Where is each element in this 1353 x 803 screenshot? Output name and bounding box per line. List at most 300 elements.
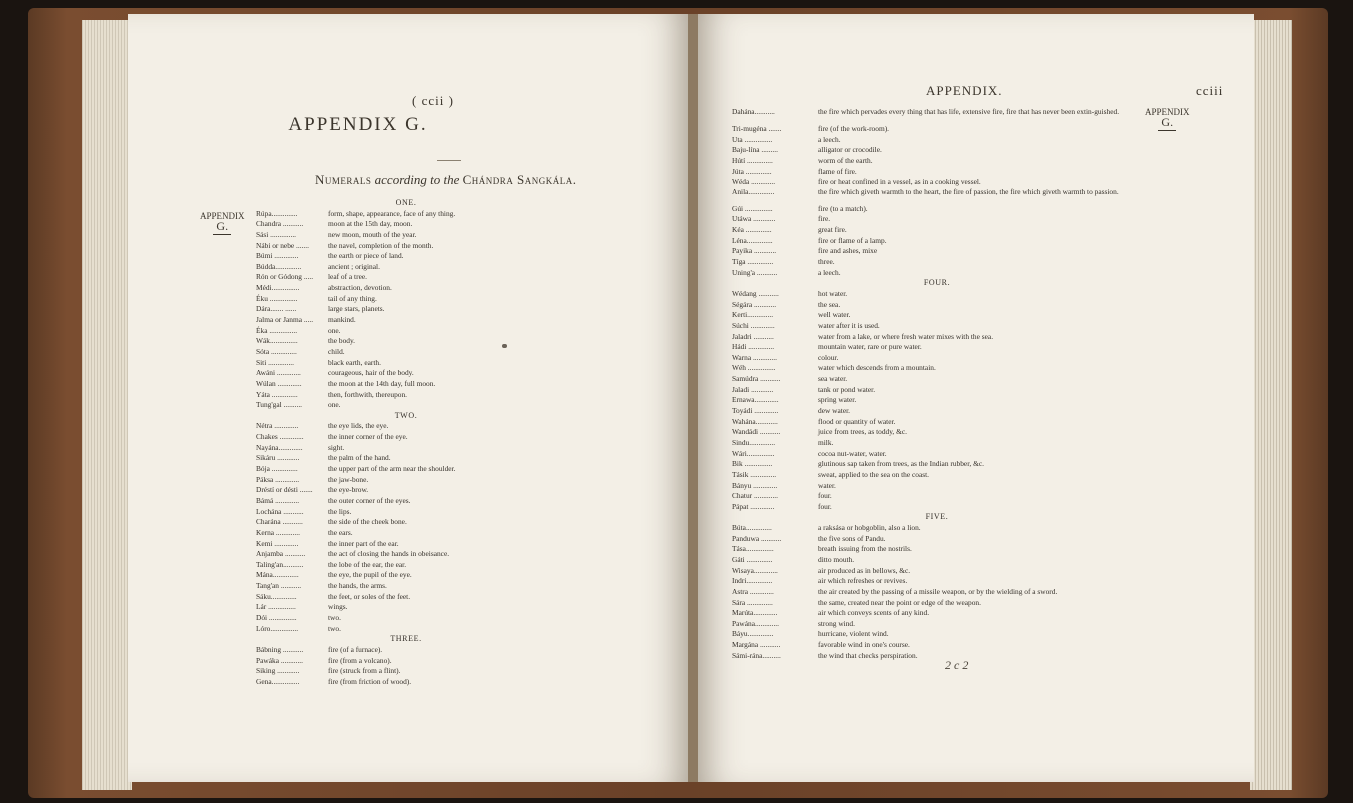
entry-definition: black earth, earth. (328, 357, 381, 367)
entry-definition: one. (328, 400, 341, 410)
entry-row (732, 156, 1142, 167)
entry-row (732, 374, 1142, 385)
entry-definition: worm of the earth. (818, 155, 873, 165)
entry-row (256, 645, 556, 656)
entry-term: Uta ............... (732, 134, 773, 144)
entry-row (256, 432, 556, 443)
entry-term: Hádi .............. (732, 342, 775, 352)
subtitle-chandra: Chándra Sangkála. (462, 172, 577, 187)
entry-definition: two. (328, 623, 341, 633)
entry-definition: the navel, completion of the month. (328, 240, 434, 250)
entry-term: Rúpa.............. (256, 208, 298, 218)
entry-definition: flood or quantity of water. (818, 416, 896, 426)
entry-row (732, 544, 1142, 555)
entry-definition: the air created by the passing of a missile weapon, or by the wielding of a sword. (818, 586, 1058, 596)
left-entry-list (256, 198, 556, 687)
entry-term: Kéa .............. (732, 225, 772, 235)
entry-row (732, 363, 1142, 374)
appendix-title: APPENDIX G. (288, 114, 428, 135)
entry-row (732, 598, 1142, 609)
entry-row (732, 619, 1142, 630)
entry-term: Súchi ............. (732, 320, 775, 330)
entry-definition: water which descends from a mountain. (818, 363, 936, 373)
entry-row (732, 124, 1142, 135)
entry-row (256, 549, 556, 560)
entry-row (732, 204, 1142, 215)
entry-definition: new moon, mouth of the year. (328, 229, 417, 239)
entry-row (732, 353, 1142, 364)
book-gutter (688, 14, 698, 782)
entry-definition: spring water. (818, 395, 857, 405)
entry-row (256, 230, 556, 241)
entry-definition: the ears. (328, 527, 353, 537)
section-heading (732, 512, 1142, 523)
entry-row (732, 188, 1142, 204)
entry-term: Kerti.............. (732, 310, 774, 320)
side-label-g: G. (216, 219, 229, 233)
entry-row (256, 666, 556, 677)
entry-definition: the same, created near the point or edge of the weapon. (818, 597, 981, 607)
entry-term: Utáwa ............ (732, 214, 776, 224)
entry-row (732, 310, 1142, 321)
entry-definition: cocoa nut-water, water. (818, 448, 887, 458)
entry-row (256, 613, 556, 624)
entry-row (256, 453, 556, 464)
entry-definition: milk. (818, 437, 834, 447)
entry-row (256, 496, 556, 507)
entry-row (256, 379, 556, 390)
entry-term: Siking ............ (256, 666, 300, 676)
entry-term: Wúlan ............. (256, 378, 302, 388)
entry-row (732, 135, 1142, 146)
entry-term: Dréstí or désti ....... (256, 485, 313, 495)
section-heading-text: THREE. (390, 634, 422, 644)
entry-definition: two. (328, 612, 341, 622)
entry-definition: abstraction, devotion. (328, 283, 392, 293)
entry-term: Hútí .............. (732, 155, 773, 165)
entry-row (256, 283, 556, 294)
entry-row (732, 587, 1142, 598)
right-entry-list (732, 108, 1142, 661)
entry-row (256, 315, 556, 326)
entry-term: Lóro............... (256, 623, 299, 633)
entry-definition: fire or heat confined in a vessel, as in a cooking vessel. (818, 177, 981, 187)
entry-definition: the five sons of Pandu. (818, 533, 886, 543)
right-side-label (1145, 107, 1190, 131)
entry-definition: fire or flame of a lamp. (818, 235, 887, 245)
entry-definition: flame of fire. (818, 166, 857, 176)
entry-definition: a leech. (818, 134, 841, 144)
entry-row (256, 528, 556, 539)
entry-row (732, 167, 1142, 178)
entry-definition: the hands, the arms. (328, 581, 387, 591)
section-heading-text: TWO. (394, 410, 418, 420)
entry-term: Bámá ............. (256, 495, 300, 505)
entry-definition: ditto mouth. (818, 554, 855, 564)
entry-definition: breath issuing from the nostrils. (818, 544, 912, 554)
entry-term: Payika ............ (732, 246, 777, 256)
entry-definition: air produced as in bellows, &c. (818, 565, 911, 575)
entry-term: Awáni ............. (256, 368, 301, 378)
side-label-appendix: APPENDIX (1145, 107, 1190, 117)
entry-term: Taling'an........... (256, 559, 304, 569)
entry-term: Dói ............... (256, 612, 297, 622)
entry-row (732, 246, 1142, 257)
side-label-g: G. (1161, 115, 1174, 129)
entry-definition: mountain water, rare or pure water. (818, 342, 922, 352)
entry-row (256, 358, 556, 369)
entry-row (256, 347, 556, 358)
entry-definition: the lobe of the ear, the ear. (328, 559, 407, 569)
entry-row (256, 624, 556, 635)
entry-row (256, 326, 556, 337)
section-heading (256, 411, 556, 422)
entry-row (732, 629, 1142, 640)
entry-term: Mána.............. (256, 570, 299, 580)
entry-term: Lochána ........... (256, 506, 304, 516)
entry-row (256, 304, 556, 315)
ink-smudge (502, 344, 507, 348)
entry-row (256, 336, 556, 347)
entry-term: Yáta .............. (256, 389, 298, 399)
entry-term: Astra ............. (732, 586, 774, 596)
entry-row (732, 417, 1142, 428)
entry-term: Chatur ............. (732, 491, 778, 501)
entry-definition: large stars, planets. (328, 304, 385, 314)
entry-term: Margána ........... (732, 640, 781, 650)
entry-term: Éku ............... (256, 293, 298, 303)
entry-term: Médi............... (256, 283, 300, 293)
entry-row (732, 576, 1142, 587)
section-heading-text: FIVE. (925, 512, 949, 522)
entry-row (256, 241, 556, 252)
entry-definition: the jaw-bone. (328, 474, 369, 484)
entry-term: Charána ........... (256, 517, 303, 527)
entry-definition: fire (struck from a flint). (328, 666, 401, 676)
entry-row (256, 602, 556, 613)
entry-term: Tung'gal .......... (256, 400, 303, 410)
entry-row (732, 342, 1142, 353)
entry-definition: the eye, the pupil of the eye. (328, 570, 412, 580)
entry-row (256, 677, 556, 688)
entry-definition: fire (from friction of wood). (328, 676, 412, 686)
entry-row (256, 368, 556, 379)
entry-definition: fire. (818, 214, 831, 224)
entry-term: Nayána............. (256, 442, 303, 452)
entry-term: Toyádi ............. (732, 406, 779, 416)
entry-row (732, 481, 1142, 492)
entry-definition: the inner part of the ear. (328, 538, 399, 548)
entry-term: Bik ............... (732, 459, 773, 469)
entry-row (732, 225, 1142, 236)
entry-definition: courageous, hair of the body. (328, 368, 414, 378)
left-page-number: ( ccii ) (412, 93, 454, 108)
entry-term: Sikáru ............ (256, 453, 300, 463)
section-heading-text: FOUR. (923, 278, 951, 288)
entry-term: Wahána............ (732, 416, 778, 426)
entry-definition: form, shape, appearance, face of any thing. (328, 208, 456, 218)
entry-definition: the moon at the 14th day, full moon. (328, 378, 436, 388)
entry-definition: the lips. (328, 506, 352, 516)
entry-row (256, 581, 556, 592)
running-head: APPENDIX. (926, 83, 1003, 98)
entry-term: Sási .............. (256, 229, 297, 239)
entry-term: Warna ............. (732, 352, 777, 362)
entry-definition: fire and ashes, mixe (818, 246, 878, 256)
right-page-number: cciii (1196, 83, 1224, 98)
entry-definition: alligator or crocodile. (818, 145, 882, 155)
entry-term: Pawána............. (732, 618, 780, 628)
entry-row (732, 555, 1142, 566)
entry-row (732, 289, 1142, 300)
subtitle-according: according to the (374, 172, 460, 187)
entry-definition: the outer corner of the eyes. (328, 495, 411, 505)
entry-row (732, 438, 1142, 449)
entry-term: Bányu ............. (732, 480, 778, 490)
entry-definition: the side of the cheek bone. (328, 517, 407, 527)
entry-definition: tank or pond water. (818, 384, 876, 394)
entry-definition: colour. (818, 352, 839, 362)
entry-definition: a leech. (818, 267, 841, 277)
entry-row (256, 443, 556, 454)
side-label-appendix: APPENDIX (200, 211, 245, 221)
entry-row (256, 421, 556, 432)
entry-row (732, 502, 1142, 513)
entry-definition: three. (818, 257, 835, 267)
signature-mark: 2 c 2 (945, 658, 969, 672)
entry-row (732, 651, 1142, 662)
entry-term: Jaladri ........... (732, 331, 774, 341)
entry-row (732, 566, 1142, 577)
entry-definition: leaf of a tree. (328, 272, 367, 282)
section-heading (256, 634, 556, 645)
entry-term: Jalma or Janma ..... (256, 315, 314, 325)
entry-term: Báyu.............. (732, 629, 774, 639)
entry-term: Gáti .............. (732, 554, 773, 564)
entry-definition: strong wind. (818, 618, 855, 628)
entry-definition: water after it is used. (818, 320, 880, 330)
entry-definition: the feet, or soles of the feet. (328, 591, 411, 601)
title-rule (437, 160, 461, 161)
entry-term: Tásik .............. (732, 469, 777, 479)
entry-term: Wisaya............. (732, 565, 778, 575)
entry-row (732, 449, 1142, 460)
entry-definition: the fire which giveth warmth to the heart, the fire of passion, the fire which giveth warmth to passion. (818, 186, 1119, 196)
entry-definition: fire (from a volcano). (328, 655, 392, 665)
entry-term: Sámi-rána.......... (732, 650, 781, 660)
entry-term: Nábi or nebe ....... (256, 240, 309, 250)
entry-term: Sára .............. (732, 597, 773, 607)
entry-row (732, 257, 1142, 268)
entry-row (732, 523, 1142, 534)
entry-row (256, 464, 556, 475)
entry-definition: water. (818, 480, 836, 490)
entry-definition: air which conveys scents of any kind. (818, 608, 930, 618)
entry-term: Tíga .............. (732, 257, 774, 267)
entry-term: Nétra ............. (256, 421, 299, 431)
entry-row (732, 321, 1142, 332)
entry-term: Wéh ............... (732, 363, 776, 373)
entry-term: Ernawa............. (732, 395, 779, 405)
entry-term: Júta .............. (732, 166, 772, 176)
page-edges-left (82, 20, 132, 790)
entry-term: Bója .............. (256, 464, 298, 474)
entry-definition: well water. (818, 310, 851, 320)
entry-term: Pawáka ............ (256, 655, 304, 665)
entry-definition: favorable wind in one's course. (818, 640, 910, 650)
entry-row (256, 539, 556, 550)
entry-row (732, 332, 1142, 343)
entry-definition: the palm of the hand. (328, 453, 391, 463)
entry-definition: fire (of a furnace). (328, 644, 383, 654)
entry-row (732, 236, 1142, 247)
entry-term: Kemi ............. (256, 538, 299, 548)
table-subtitle (315, 172, 577, 188)
entry-definition: sea water. (818, 374, 848, 384)
entry-term: Dára....... ...... (256, 304, 297, 314)
entry-term: Lár ............... (256, 602, 296, 612)
entry-definition: the wind that checks perspiration. (818, 650, 918, 660)
entry-term: Indri.............. (732, 576, 773, 586)
entry-definition: the earth or piece of land. (328, 251, 404, 261)
entry-row (732, 268, 1142, 279)
entry-row (256, 475, 556, 486)
entry-term: Marúta............. (732, 608, 778, 618)
entry-definition: one. (328, 325, 341, 335)
entry-term: Pápat ............. (732, 501, 775, 511)
entry-row (256, 517, 556, 528)
entry-definition: child. (328, 346, 345, 356)
entry-term: Jaladi ............ (732, 384, 774, 394)
entry-term: Samúdra ........... (732, 374, 781, 384)
entry-term: Anila.............. (732, 186, 775, 196)
entry-term: Gena............... (256, 676, 300, 686)
entry-term: Búta.............. (732, 523, 772, 533)
entry-definition: tail of any thing. (328, 293, 377, 303)
entry-row (732, 214, 1142, 225)
entry-term: Sáku.............. (256, 591, 297, 601)
entry-term: Uning'a ........... (732, 267, 778, 277)
entry-definition: the upper part of the arm near the shoulder. (328, 464, 456, 474)
entry-definition: fire (of the work-room). (818, 124, 890, 133)
entry-definition: mankind. (328, 315, 356, 325)
entry-row (732, 406, 1142, 417)
entry-definition: then, forthwith, thereupon. (328, 389, 408, 399)
entry-row (732, 470, 1142, 481)
entry-row (256, 507, 556, 518)
entry-row (732, 385, 1142, 396)
page-edges-right (1250, 20, 1292, 790)
entry-row (732, 491, 1142, 502)
entry-row (256, 209, 556, 220)
entry-term: Éka ............... (256, 325, 298, 335)
entry-definition: the eye lids, the eye. (328, 421, 389, 431)
entry-definition: the eye-brow. (328, 485, 369, 495)
entry-row (732, 608, 1142, 619)
entry-definition: the inner corner of the eye. (328, 432, 408, 442)
entry-term: Rón or Gódong ..... (256, 272, 314, 282)
entry-definition: juice from trees, as toddy, &c. (818, 427, 908, 437)
entry-definition: hurricane, violent wind. (818, 629, 889, 639)
entry-row (256, 272, 556, 283)
entry-row (732, 300, 1142, 311)
entry-term: Wédang ........... (732, 288, 779, 298)
entry-row (256, 656, 556, 667)
entry-term: Páksa ............. (256, 474, 300, 484)
entry-row (732, 459, 1142, 470)
entry-term: Wári............... (732, 448, 775, 458)
entry-definition: water from a lake, or where fresh water mixes with the sea. (818, 331, 994, 341)
entry-term: Wéda ............. (732, 177, 776, 187)
entry-definition: the fire which pervades every thing that has life, extensive fire, fire that has never been extin-guished. (818, 107, 1120, 116)
entry-definition: a raksása or hobgoblin, also a lion. (818, 523, 921, 533)
entry-term: Ségára ............ (732, 299, 777, 309)
subtitle-numerals: Numerals (315, 172, 372, 187)
entry-row (732, 427, 1142, 438)
entry-definition: great fire. (818, 225, 847, 235)
entry-term: Búmi ............. (256, 251, 299, 261)
entry-definition: dew water. (818, 406, 851, 416)
entry-row (256, 485, 556, 496)
entry-definition: wings. (328, 602, 348, 612)
entry-term: Siti .............. (256, 357, 294, 367)
entry-row (256, 390, 556, 401)
entry-term: Panduwa ........... (732, 533, 782, 543)
entry-row (256, 294, 556, 305)
entry-row (256, 251, 556, 262)
entry-row (256, 570, 556, 581)
entry-definition: sight. (328, 442, 345, 452)
entry-row (732, 640, 1142, 651)
entry-definition: moon at the 15th day, moon. (328, 219, 413, 229)
entry-definition: four. (818, 501, 832, 511)
entry-definition: four. (818, 491, 832, 501)
entry-term: Wák............... (256, 336, 298, 346)
entry-definition: air which refreshes or revives. (818, 576, 908, 586)
entry-term: Bábning ........... (256, 644, 304, 654)
entry-term: Chandra ........... (256, 219, 304, 229)
section-heading (732, 278, 1142, 289)
entry-definition: ancient ; original. (328, 261, 380, 271)
entry-definition: the sea. (818, 299, 841, 309)
entry-row (732, 534, 1142, 545)
entry-row (256, 262, 556, 273)
entry-term: Wandádi ........... (732, 427, 781, 437)
entry-row (256, 592, 556, 603)
entry-definition: hot water. (818, 288, 848, 298)
entry-row (256, 560, 556, 571)
entry-term: Dahána........... (732, 107, 775, 116)
entry-definition: the body. (328, 336, 356, 346)
entry-term: Tri-mugéna ....... (732, 124, 782, 133)
entry-row (732, 108, 1142, 124)
entry-term: Chakes ............. (256, 432, 304, 442)
entry-term: Sóta .............. (256, 346, 297, 356)
section-heading (256, 198, 556, 209)
entry-row (256, 219, 556, 230)
entry-term: Tang'an ........... (256, 581, 302, 591)
entry-term: Tása............... (732, 544, 774, 554)
entry-term: Anjamba ........... (256, 549, 306, 559)
entry-definition: fire (to a match). (818, 203, 868, 213)
entry-term: Kerna ............. (256, 527, 300, 537)
entry-row (732, 395, 1142, 406)
left-side-label (200, 211, 245, 235)
entry-definition: the act of closing the hands in obeisance. (328, 549, 450, 559)
section-heading-text: ONE. (395, 198, 417, 207)
entry-term: Baju-lína ......... (732, 145, 778, 155)
entry-term: Sindu.............. (732, 437, 776, 447)
